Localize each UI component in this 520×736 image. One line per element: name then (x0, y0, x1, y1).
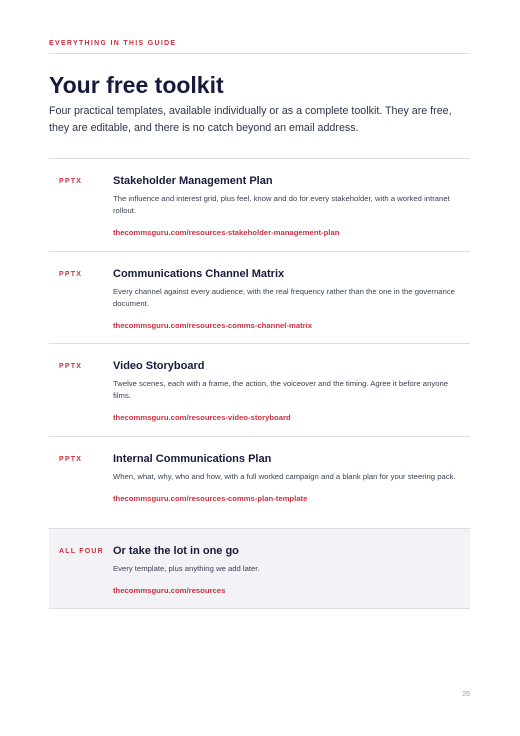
file-type-tag: PPTX (59, 363, 83, 370)
item-title: Or take the lot in one go (113, 545, 239, 557)
toolkit-list (49, 158, 470, 609)
item-link[interactable]: thecommsguru.com/resources-comms-channel-matrix (113, 320, 313, 330)
page-title: Your free toolkit (49, 72, 224, 98)
item-link[interactable]: thecommsguru.com/resources-video-storyboard (113, 413, 291, 422)
item-title: Communications Channel Matrix (113, 267, 285, 280)
file-type-tag: PPTX (59, 178, 83, 185)
intro-paragraph: Four practical templates, available individually or as a complete toolkit. They are free, they are editable, and there is no catch beyond an email address. (49, 105, 452, 134)
file-type-tag: PPTX (59, 455, 83, 463)
item-link[interactable]: thecommsguru.com/resources-stakeholder-management-plan (113, 228, 340, 237)
item-link[interactable]: thecommsguru.com/resources (113, 586, 226, 595)
toolkit-item-stakeholder-plan (49, 159, 470, 252)
item-title: Video Storyboard (113, 360, 205, 372)
item-description: Every channel against every audience, with the real frequency rather than the one in the governance document. (113, 286, 455, 308)
item-link[interactable]: thecommsguru.com/resources-comms-plan-template (113, 493, 308, 503)
toolkit-item-channel-matrix (49, 252, 470, 345)
item-title: Stakeholder Management Plan (113, 175, 273, 187)
item-title: Internal Communications Plan (113, 452, 272, 465)
item-description: Every template, plus anything we add later. (113, 564, 260, 573)
eyebrow-label: EVERYTHING IN THIS GUIDE (49, 40, 177, 47)
item-description: The influence and interest grid, plus feel, know and do for every stakeholder, with a worked intranet rollout. (113, 194, 450, 215)
item-description: When, what, why, who and how, with a full worked campaign and a blank plan for your steering pack. (113, 471, 456, 481)
toolkit-item-video-storyboard (49, 344, 470, 437)
file-type-tag: PPTX (59, 270, 83, 278)
top-divider (49, 53, 470, 54)
item-description: Twelve scenes, each with a frame, the action, the voiceover and the timing. Agree it before anyone films. (113, 379, 449, 400)
toolkit-item-all-four (49, 529, 470, 609)
bundle-tag: ALL FOUR (59, 548, 104, 555)
page-number: 26 (462, 691, 470, 698)
toolkit-item-comms-plan (49, 437, 470, 530)
